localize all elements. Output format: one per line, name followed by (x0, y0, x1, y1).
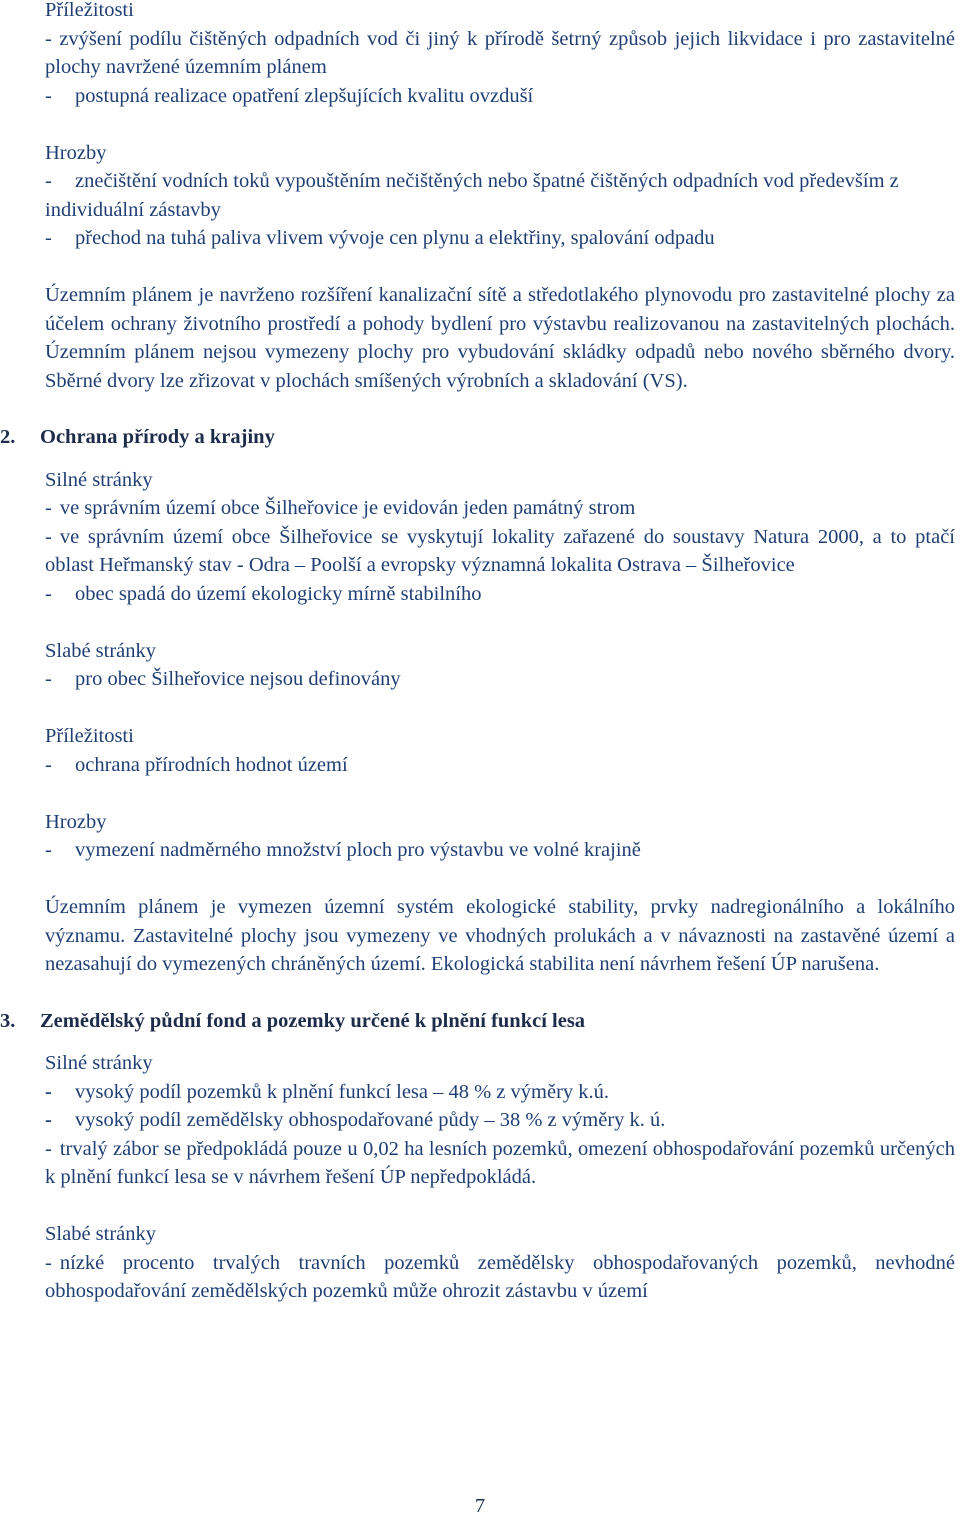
threats-label: Hrozby (45, 141, 107, 164)
strength-item: - vysoký podíl zemědělsky obhospodařované půdy – 38 % z výměry k. ú. (45, 1109, 666, 1131)
conclusion-paragraph: Územním plánem je vymezen územní systém ekologické stability, prvky nadregionálního a lokálního významu. Zastavitelné plochy jsou vymezeny ve vhodných prolukách a v návaznosti na zastavěné území a nezasahují do vymezených chráněných území. Ekologická stabilita není návrhem řešení ÚP narušena. (45, 896, 955, 975)
section-2-heading (0, 423, 955, 452)
conclusion-paragraph: Územním plánem je navrženo rozšíření kanalizační sítě a středotlakého plynovodu pro zastavitelné plochy za účelem ochrany životního prostředí a pohody bydlení pro výstavbu realizovanou na zastavitelných plochách. Územním plánem nejsou vymezeny plochy pro vybudování skládky odpadů nebo nového sběrného dvory. Sběrné dvory lze zřizovat v plochách smíšených výrobních a skladování (VS). (45, 284, 955, 392)
strength-item: - ve správním území obce Šilheřovice je evidován jeden památný strom (45, 497, 636, 519)
strength-item: - trvalý zábor se předpokládá pouze u 0,02 ha lesních pozemků, omezení obhospodařování pozemků určených k plnění funkcí lesa se v návrhem řešení ÚP nepředpokládá. (45, 1137, 955, 1188)
strengths-label: Silné stránky (45, 468, 153, 491)
weakness-item: - pro obec Šilheřovice nejsou definovány (45, 668, 401, 690)
threats-label: Hrozby (45, 810, 107, 833)
opportunity-item: - ochrana přírodních hodnot území (45, 753, 348, 776)
section-2-number: 2. (0, 426, 16, 448)
strength-item: - obec spadá do území ekologicky mírně stabilního (45, 582, 482, 605)
section-3-title: Zemědělský půdní fond a pozemky určené k plnění funkcí lesa (40, 1009, 586, 1032)
page-number: 7 (474, 1495, 486, 1517)
weaknesses-label: Slabé stránky (45, 1223, 157, 1245)
threat-item: - znečištění vodních toků vypouštěním nečištěných nebo špatné čištěných odpadních vod především z individuální zástavby (45, 170, 899, 221)
threat-item: - přechod na tuhá paliva vlivem vývoje cen plynu a elektřiny, spalování odpadu (45, 227, 715, 249)
section-3-heading (0, 1007, 955, 1036)
weaknesses-label: Slabé stránky (45, 639, 157, 662)
strengths-label: Silné stránky (45, 1052, 153, 1074)
strength-item: - ve správním území obce Šilheřovice se vyskytují lokality zařazené do soustavy Natura 2000, a to ptačí oblast Heřmanský stav - Odra – Poolší a evropsky významná lokalita Ostrava – Šilheřovice (45, 525, 955, 576)
section-2-title: Ochrana přírody a krajiny (40, 426, 275, 448)
strength-item: - vysoký podíl pozemků k plnění funkcí lesa – 48 % z výměry k.ú. (45, 1080, 610, 1103)
opportunities-label: Příležitosti (45, 725, 134, 747)
weakness-item: - nízké procento trvalých travních pozemků zemědělsky obhospodařovaných pozemků, nevhodné obhospodařování zemědělských pozemků může ohrozit zástavbu v území (45, 1251, 955, 1302)
threat-item: - vymezení nadměrného množství ploch pro výstavbu ve volné krajině (45, 839, 641, 861)
opportunities-label: Příležitosti (45, 0, 134, 21)
section-3-number: 3. (0, 1009, 16, 1032)
opportunity-item: - zvýšení podílu čištěných odpadních vod či jiný k přírodě šetrný způsob jejich likvidace i pro zastavitelné plochy navržené územním plánem (45, 27, 955, 78)
opportunity-item: - postupná realizace opatření zlepšujících kvalitu ovzduší (45, 84, 534, 107)
